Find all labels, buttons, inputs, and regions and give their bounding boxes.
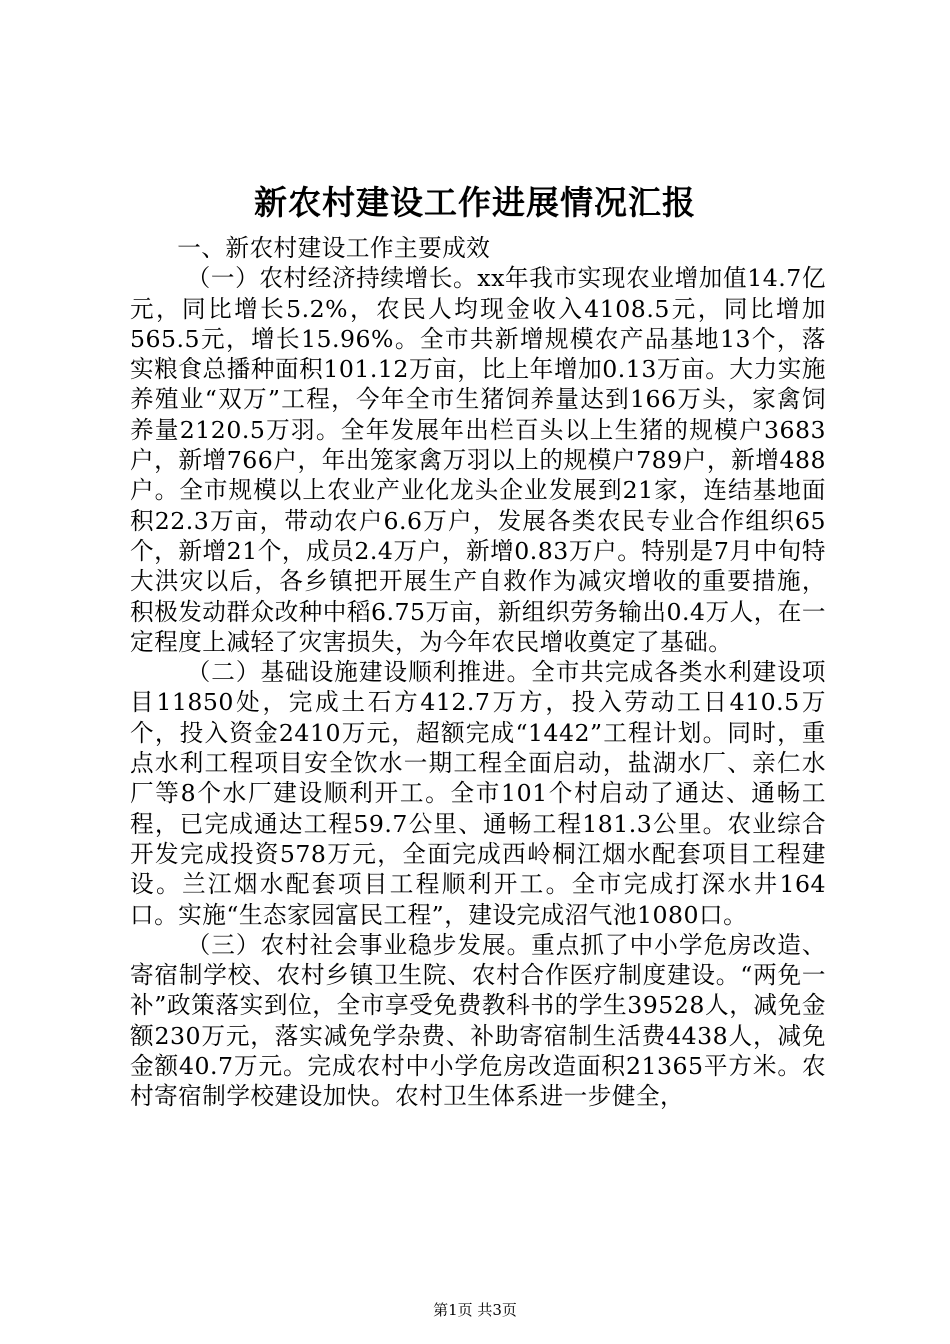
paragraph-infrastructure: （二）基础设施建设顺利推进。全市共完成各类水利建设项目11850处，完成土石方412.7万方，投入劳动工日410.5万个，投入资金2410万元，超额完成“1442”工程计划。同时，重点水利工程项目安全饮水一期工程全面启动，盐湖水厂、亲仁水厂等8个水厂建设顺利开工。全市101个村启动了通达、通畅工程，已完成通达工程59.7公里、通畅工程181.3公里。农业综合开发完成投资578万元，全面完成西岭桐江烟水配套项目工程建设。兰江烟水配套项目工程顺利开工。全市完成打深水井164口。实施“生态家园富民工程”，建设完成沼气池1080口。 [130,658,826,929]
document-title: 新农村建设工作进展情况汇报 [254,183,696,222]
section-heading: 一、新农村建设工作主要成效 [177,234,491,262]
paragraph-economy: （一）农村经济持续增长。xx年我市实现农业增加值14.7亿元，同比增长5.2%，农民人均现金收入4108.5元，同比增加565.5元，增长15.96%。全市共新增规模农产品基地13个，落实粮食总播种面积101.12万亩，比上年增加0.13万亩。大力实施养殖业“双万”工程，今年全市生猪饲养量达到166万头，家禽饲养量2120.5万羽。全年发展年出栏百头以上生猪的规模户3683户，新增766户，年出笼家禽万羽以上的规模户789户，新增488户。全市规模以上农业产业化龙头企业发展到21家，连结基地面积22.3万亩，带动农户6.6万户，发展各类农民专业合作组织65个，新增21个，成员2.4万户，新增0.83万户。特别是7月中旬特大洪灾以后，各乡镇把开展生产自救作为减灾增收的重要措施，积极发动群众改种中稻6.75万亩，新组织劳务输出0.4万人，在一定程度上减轻了灾害损失，为今年农民增收奠定了基础。 [130,264,826,656]
page-footer: 第1页 共3页 [433,1301,517,1319]
paragraph-social: （三）农村社会事业稳步发展。重点抓了中小学危房改造、寄宿制学校、农村乡镇卫生院、农村合作医疗制度建设。“两免一补”政策落实到位，全市享受免费教科书的学生39528人，减免金额230万元，落实减免学杂费、补助寄宿制生活费4438人，减免金额40.7万元。完成农村中小学危房改造面积21365平方米。农村寄宿制学校建设加快。农村卫生体系进一步健全， [130,930,826,1111]
document-body [130,233,826,1112]
